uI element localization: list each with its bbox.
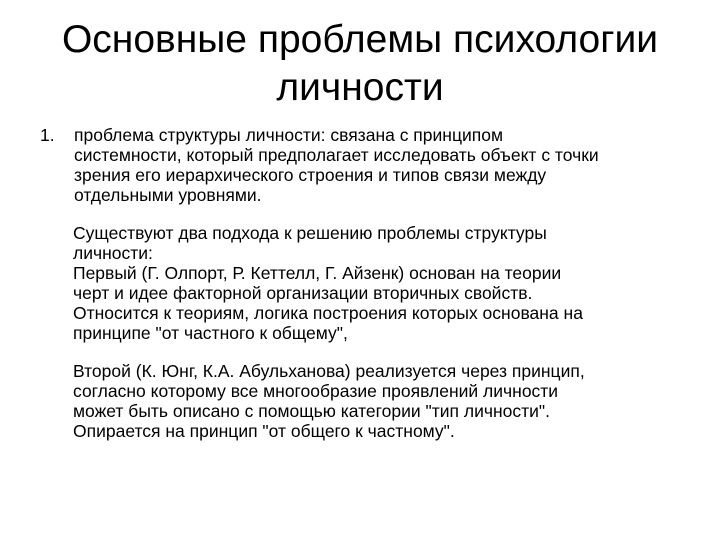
- second-approach-paragraph: [73, 361, 690, 441]
- paragraph-line: принципе "от частного к общему",: [73, 323, 348, 343]
- numbered-list-item: [40, 125, 690, 205]
- approaches-intro-paragraph: [73, 223, 690, 263]
- paragraph-line: Первый (Г. Олпорт, Р. Кеттелл, Г. Айзенк) основан на теории: [73, 263, 562, 283]
- paragraph-line: черт и идее факторной организации вторичных свойств.: [73, 283, 533, 303]
- title-line: Основные проблемы психологии: [61, 18, 659, 61]
- first-approach-paragraph: [73, 263, 690, 343]
- paragraph-line: может быть описано с помощью категории "тип личности".: [73, 401, 550, 421]
- list-number: 1.: [40, 125, 55, 145]
- paragraph-line: личности:: [73, 243, 153, 263]
- paragraph-line: согласно которому все многообразие проявлений личности: [73, 381, 559, 401]
- paragraph-line: Второй (К. Юнг, К.А. Абульханова) реализуется через принцип,: [73, 361, 585, 381]
- paragraph-line: Существуют два подхода к решению проблемы структуры: [73, 223, 547, 243]
- slide-title: [40, 16, 680, 112]
- paragraph-line: Относится к теориям, логика построения которых основана на: [73, 303, 583, 323]
- title-line: личности: [276, 66, 444, 109]
- slide-content: [40, 125, 690, 441]
- paragraph-line: Опирается на принцип "от общего к частному".: [73, 421, 455, 441]
- list-item-line: проблема структуры личности: связана с принципом: [74, 125, 503, 145]
- list-item-line: системности, который предполагает исследовать объект с точки: [74, 145, 599, 165]
- list-item-line: отдельными уровнями.: [74, 185, 262, 205]
- list-item-line: зрения его иерархического строения и типов связи между: [74, 165, 547, 185]
